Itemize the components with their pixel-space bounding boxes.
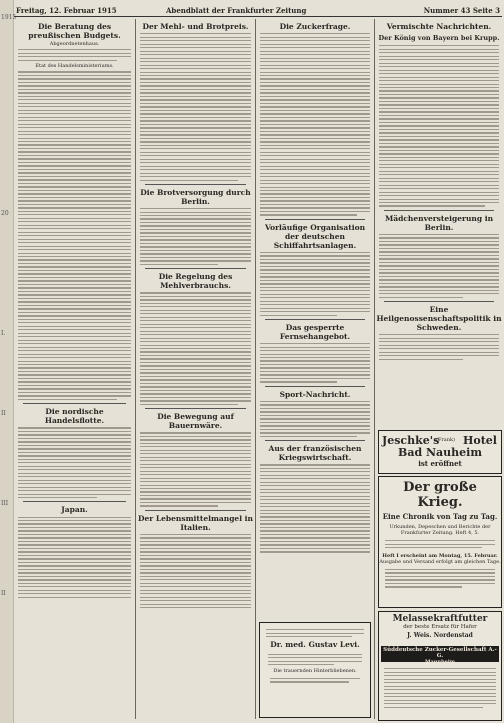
article-title: Mädchenversteigerung in Berlin. xyxy=(384,213,494,232)
book-ad-line: Ausgabe und Versand erfolgt am gleichen Tage. xyxy=(379,558,501,565)
article-body xyxy=(137,292,254,405)
margin-number: II xyxy=(1,590,6,597)
article-title: Die Brotversorgung durch Berlin. xyxy=(140,187,251,206)
hotel-ad xyxy=(378,430,502,474)
column-divider xyxy=(135,19,136,719)
article-title: Die nordische Handelsflotte. xyxy=(44,407,105,426)
book-ad-subtitle: Eine Chronik von Tag zu Tag. xyxy=(382,512,498,521)
book-ad-line: Heft I erscheint am Montag, 15. Februar. xyxy=(382,552,498,559)
sugar-company-name: Süddeutsche Zucker-Gesellschaft A.-G. xyxy=(383,647,497,659)
book-ad-line: Frankfurter Zeitung. Heft 4, 5. xyxy=(400,530,480,536)
margin-number: 20 xyxy=(1,210,9,217)
article-body xyxy=(15,71,134,400)
feed-ad-firm: J. Weis. Nordenstad xyxy=(407,632,473,639)
column-1 xyxy=(15,19,134,719)
article-body xyxy=(257,464,373,552)
article-body xyxy=(137,534,254,608)
column-2 xyxy=(137,19,254,719)
feed-ad-title: Melassekraftfutter xyxy=(392,614,488,624)
hotel-ad-status: ist eröffnet xyxy=(418,459,462,468)
hotel-ad-place: Bad Nauheim xyxy=(398,446,482,459)
article-title: Die Bewegung auf Bauernwäre. xyxy=(157,412,234,431)
article-title: Die Regelung des Mehlverbrauchs. xyxy=(158,272,233,291)
article-title: Die Zuckerfrage. xyxy=(279,22,351,31)
article-body xyxy=(257,343,373,383)
article-body xyxy=(257,252,373,316)
sugar-company-banner xyxy=(381,646,499,665)
article-title: Aus der französischen Kriegswirtschaft. xyxy=(268,444,362,463)
book-ad-line: Urkunden, Depeschen und Berichte der xyxy=(389,524,491,530)
article-body xyxy=(257,33,373,215)
death-notice-name: Dr. med. Gustav Levi. xyxy=(270,640,360,650)
margin-number: III xyxy=(1,500,9,507)
header-number: Nummer 43 Seite 3 xyxy=(423,6,500,15)
article-body xyxy=(257,401,373,437)
article-title: Eine Heilgenossenschaftspolitik in Schweden. xyxy=(376,304,502,332)
article-body xyxy=(15,49,134,61)
article-title: Der Mehl- und Brotpreis. xyxy=(142,22,249,31)
article-body xyxy=(15,427,134,498)
article-body xyxy=(137,33,254,181)
death-notice-signoff: Die trauernden Hinterbliebenen. xyxy=(273,667,357,674)
article-title: Japan. xyxy=(61,505,88,515)
hotel-ad-name: Jeschke's xyxy=(382,434,440,447)
article-subhead: Etat des Handelsministeriums. xyxy=(35,63,114,70)
article-title: Sport-Nachricht. xyxy=(279,389,351,399)
left-margin-strip xyxy=(0,0,17,723)
book-ad-title: Der große Krieg. xyxy=(403,480,477,510)
margin-number: I. xyxy=(1,330,6,337)
hotel-ad-tag: (Frank) xyxy=(436,437,455,443)
article-body xyxy=(376,45,502,207)
margin-number: 1915 xyxy=(1,14,17,21)
article-body xyxy=(15,517,134,598)
article-body xyxy=(137,432,254,506)
header-date: Freitag, 12. Februar 1915 xyxy=(16,6,117,15)
article-body xyxy=(376,334,502,360)
column-divider xyxy=(255,19,256,719)
article-title: Vermischte Nachrichten. xyxy=(386,22,492,31)
article-subtitle: Der König von Bayern bei Krupp. xyxy=(378,34,500,42)
sugar-company-place: Mannheim xyxy=(424,659,456,665)
article-title: Das gesperrte Fernsehangebot. xyxy=(279,322,351,341)
hotel-ad-word: Hotel xyxy=(463,434,497,447)
article-subtitle: Abgeordnetenhaus. xyxy=(49,41,100,47)
article-body xyxy=(137,208,254,265)
article-body xyxy=(376,234,502,298)
feed-ad xyxy=(378,611,502,721)
feed-ad-subtitle: der beste Ersatz für Hafer xyxy=(403,624,477,630)
death-notice-ad xyxy=(259,622,371,718)
column-3 xyxy=(257,19,373,719)
book-ad xyxy=(378,476,502,608)
article-title: Die Beratung des preußischen Budgets. xyxy=(28,22,121,40)
column-divider xyxy=(374,19,375,719)
article-title: Der Lebensmittelmangel in Italien. xyxy=(138,513,253,532)
feed-ad-body xyxy=(381,666,499,710)
header-title: Abendblatt der Frankfurter Zeitung xyxy=(166,6,307,15)
page-header xyxy=(14,4,502,17)
margin-number: II xyxy=(1,410,6,417)
article-title: Vorläufige Organisation der deutschen Schiffahrtsanlagen. xyxy=(264,222,366,250)
